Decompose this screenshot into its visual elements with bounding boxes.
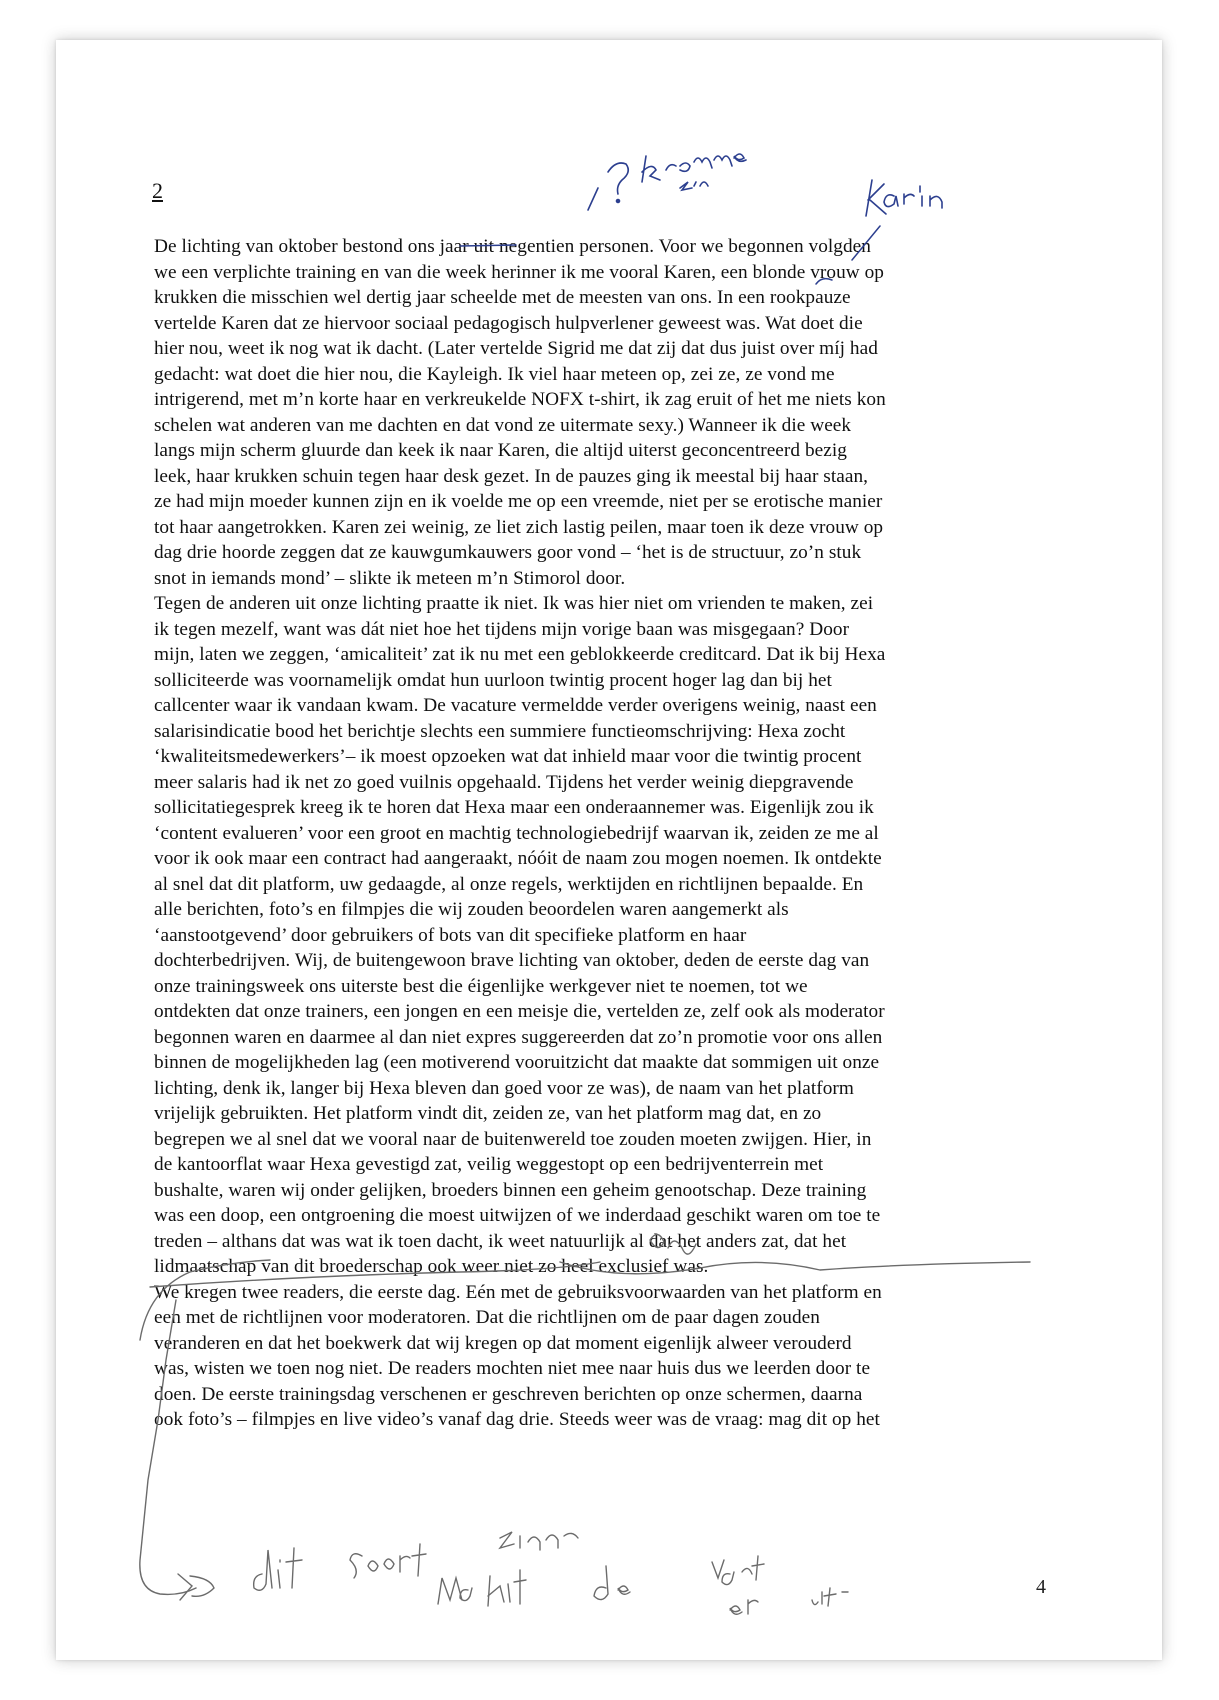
text-line: dag drie hoorde zeggen dat ze kauwgumkauwers goor vond – ‘het is de structuur, zo’n stuk bbox=[154, 542, 862, 563]
text-line: de kantoorflat waar Hexa gevestigd zat, veilig weggestopt op een bedrijventerrein met bbox=[154, 1154, 824, 1175]
text-line: doen. De eerste trainingsdag verschenen er geschreven berichten op onze schermen, daarna bbox=[154, 1383, 863, 1405]
text-line: was, wisten we toen nog niet. De readers mochten niet mee naar huis dus we leerden door te bbox=[154, 1358, 871, 1379]
text-line: salarisindicatie bood het berichtje slechts een summiere functieomschrijving: Hexa zocht bbox=[154, 720, 846, 742]
text-line: al snel dat dit platform, uw gedaagde, al onze regels, werktijden en richtlijnen bepaalde. En bbox=[154, 873, 864, 895]
chapter-number: 2 bbox=[152, 178, 163, 203]
text-line: begonnen waren en daarmee al dan niet expres suggereerden dat zo’n promotie voor ons allen bbox=[154, 1026, 883, 1048]
text-line: ontdekten dat onze trainers, een jongen en een meisje die, vertelden ze, zelf ook als moderator bbox=[154, 1001, 885, 1022]
text-line: callcenter waar ik vandaan kwam. De vacature vermeldde verder overigens weinig, naast een bbox=[154, 695, 877, 716]
text-line: intrigerend, met m’n korte haar en verkreukelde NOFX t-shirt, ik zag eruit of het me niets kon bbox=[154, 389, 886, 410]
text-line: ik tegen mezelf, want was dát niet hoe het tijdens mijn vorige baan was misgegaan? Door bbox=[154, 618, 850, 640]
text-line: meer salaris had ik net zo goed vuilnis opgehaald. Tijdens het verder weinig diepgravende bbox=[154, 771, 854, 793]
text-line: we een verplichte training en van die week herinner ik me vooral Karen, een blonde vrouw op bbox=[154, 261, 884, 283]
text-line: vertelde Karen dat ze hiervoor sociaal pedagogisch hulpverlener geweest was. Wat doet die bbox=[154, 312, 863, 334]
text-line: voor ik ook maar een contract had aangeraakt, nóóit de naam zou mogen noemen. Ik ontdekte bbox=[154, 848, 882, 869]
text-line: binnen de mogelijkheden lag (een motiverend vooruitzicht dat maakte dat sommigen uit onze bbox=[154, 1052, 880, 1073]
text-line: leek, haar krukken schuin tegen haar desk gezet. In de pauzes ging ik meestal bij haar staan, bbox=[154, 465, 869, 487]
text-line: schelen wat anderen van me dachten en dat vond ze uitermate sexy.) Wanneer ik die week bbox=[154, 414, 852, 436]
text-line: ze had mijn moeder kunnen zijn en ik voelde me op een vreemde, niet per se erotische manier bbox=[154, 491, 883, 512]
text-line: gedacht: wat doet die hier nou, die Kayleigh. Ik viel haar meteen op, zei ze, ze vond me bbox=[154, 363, 835, 385]
text-line: langs mijn scherm gluurde dan keek ik naar Karen, die altijd uiterst geconcentreerd bezig bbox=[154, 440, 847, 461]
text-line: lidmaatschap van dit broederschap ook weer niet zo heel exclusief was. bbox=[154, 1256, 709, 1277]
text-line: ‘kwaliteitsmedewerkers’– ik moest opzoeken wat dat inhield maar voor die twintig procent bbox=[154, 746, 862, 767]
text-line: tot haar aangetrokken. Karen zei weinig, ze liet zich lastig peilen, maar toen ik deze vrouw op bbox=[154, 516, 884, 538]
text-line: veranderen en dat het boekwerk dat wij kregen op dat moment eigenlijk alweer verouderd bbox=[154, 1332, 852, 1354]
text-line: ook foto’s – filmpjes en live video’s vanaf dag drie. Steeds weer was de vraag: mag dit op het bbox=[154, 1409, 880, 1430]
text-line: lichting, denk ik, langer bij Hexa bleven dan goed voor ze was), de naam van het platform bbox=[154, 1077, 854, 1099]
text-line: De lichting van oktober bestond ons jaar uit negentien personen. Voor we begonnen volgden bbox=[154, 236, 871, 257]
text-line: krukken die misschien wel dertig jaar scheelde met de meesten van ons. In een rookpauze bbox=[154, 287, 851, 308]
text-line: dochterbedrijven. Wij, de buitengewoon brave lichting van oktober, deden de eerste dag van bbox=[154, 950, 870, 971]
text-line: We kregen twee readers, die eerste dag. Eén met de gebruiksvoorwaarden van het platform en bbox=[154, 1281, 882, 1303]
text-line: een met de richtlijnen voor moderatoren. Dat die richtlijnen om de paar dagen zouden bbox=[154, 1307, 820, 1328]
text-line: alle berichten, foto’s en filmpjes die wij zouden beoordelen waren aangemerkt als bbox=[154, 899, 789, 920]
text-line: mijn, laten we zeggen, ‘amicaliteit’ zat ik nu met een geblokkeerde creditcard. Dat ik bij Hexa bbox=[154, 644, 886, 665]
text-line: Tegen de anderen uit onze lichting praatte ik niet. Ik was hier niet om vrienden te maken, zei bbox=[154, 593, 874, 614]
page-number: 4 bbox=[1036, 1576, 1046, 1598]
text-line: ‘content evalueren’ voor een groot en machtig technologiebedrijf waarvan ik, zeiden ze me al bbox=[154, 822, 879, 844]
text-line: ‘aanstootgevend’ door gebruikers of bots van dit specifieke platform en haar bbox=[154, 924, 747, 946]
text-line: was een doop, een ontgroening die moest uitwijzen of we inderdaad geschikt waren om toe te bbox=[154, 1205, 881, 1226]
text-line: solliciteerde was voornamelijk omdat hun uurloon twintig procent hoger lag dan bij het bbox=[154, 669, 832, 691]
text-line: treden – althans dat was wat ik toen dacht, ik weet natuurlijk al dat het anders zat, dat het bbox=[154, 1230, 847, 1252]
text-line: sollicitatiegesprek kreeg ik te horen dat Hexa maar een onderaannemer was. Eigenlijk zou ik bbox=[154, 797, 874, 818]
text-line: snot in iemands mond’ – slikte ik meteen m’n Stimorol door. bbox=[154, 567, 626, 589]
text-line: hier nou, weet ik nog wat ik dacht. (Later vertelde Sigrid me dat zij dat dus juist over míj had bbox=[154, 338, 878, 359]
text-line: vrijelijk gebruikten. Het platform vindt dit, zeiden ze, van het platform mag dat, en zo bbox=[154, 1103, 822, 1124]
text-line: begrepen we al snel dat we vooral naar de buitenwereld toe zouden moeten zwijgen. Hier, in bbox=[154, 1128, 872, 1150]
text-line: bushalte, waren wij onder gelijken, broeders binnen een geheim genootschap. Deze training bbox=[154, 1179, 867, 1201]
manuscript-body-text bbox=[154, 234, 1034, 1433]
text-line: onze trainingsweek ons uiterste best die éigenlijke werkgever niet te noemen, tot we bbox=[154, 975, 808, 997]
